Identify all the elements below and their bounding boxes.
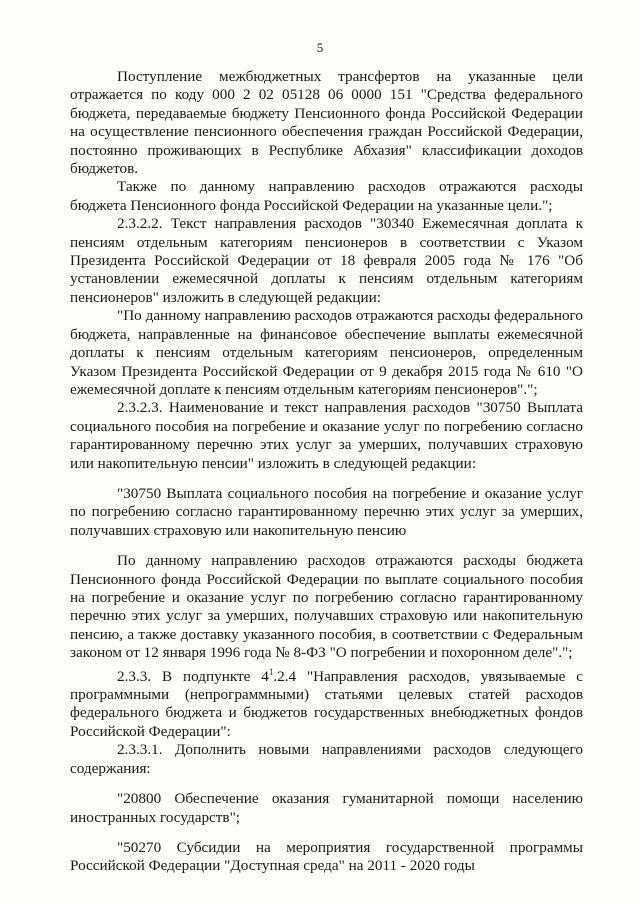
paragraph-2-3-2-2: 2.3.2.2. Текст направления расходов "30340 Ежемесячная доплата к пенсиям отдельным категориям пенсионеров в соответствии с Указом Президента Российской Федерации от 18 февраля 2005 года № 176 "Об установлении ежемесячной доплаты к пенсиям отдельным категориям пенсионеров" изложить в следующей редакции: xyxy=(70,215,583,306)
paragraph-50270: "50270 Субсидии на мероприятия государственной программы Российской Федерации "Доступная среда" на 2011 - 2020 годы xyxy=(70,838,583,875)
paragraph-30750-text: По данному направлению расходов отражаются расходы бюджета Пенсионного фонда Российской Федерации по выплате социального пособия на погребение и оказание услуг по погребению согласно гарантированному перечню этих услуг за умерших, получавших страховую или накопительную пенсию, а также доставку указанного пособия, в соответствии с Федеральным законом от 12 января 1996 года № 8-ФЗ "О погребении и похоронном деле"."; xyxy=(70,552,583,662)
paragraph-transfers-code: Поступление межбюджетных трансфертов на указанные цели отражается по коду 000 2 02 05128 06 0000 151 "Средства федерального бюджета, передаваемые бюджету Пенсионного фонда Российской Федерации на осуществление пенсионного обеспечения граждан Российской Федерации, постоянно проживающих в Республике Абхазия" классификации доходов бюджетов. xyxy=(70,68,583,178)
paragraph-2-3-3-end: .2.4 "Направления расходов, увязываемые с программными (непрограммными) статьями целевых статей расходов федерального бюджета и бюджетов государственных внебюджетных фондов Российской Федерации": xyxy=(70,667,583,740)
document-body xyxy=(70,68,583,876)
paragraph-20800: "20800 Обеспечение оказания гуманитарной помощи населению иностранных государств"; xyxy=(70,790,583,826)
paragraph-2-3-3-start: 2.3.3. В подпункте 4 xyxy=(117,667,269,685)
paragraph-2-3-3-1: 2.3.3.1. Дополнить новыми направлениями расходов следующего содержания: xyxy=(70,741,583,777)
page-number: 5 xyxy=(316,40,324,55)
paragraph-2-3-3 xyxy=(70,663,583,742)
paragraph-pension-fund-expenses: Также по данному направлению расходов отражаются расходы бюджета Пенсионного фонда Российской Федерации на указанные цели."; xyxy=(70,178,583,214)
paragraph-30750-title: "30750 Выплата социального пособия на погребение и оказание услуг по погребению согласно гарантированному перечню этих услуг за умерших, получавших страховую или накопительную пенсию xyxy=(70,484,583,539)
paragraph-2-3-2-2-new-text: "По данному направлению расходов отражаются расходы федерального бюджета, направленные на финансовое обеспечение выплаты ежемесячной доплаты к пенсиям отдельным категориям пенсионеров, определенным Указом Президента Российской Федерации от 9 декабря 2015 года № 610 "О ежемесячной доплате к пенсиям отдельным категориям пенсионеров"."; xyxy=(70,307,583,398)
superscript-number: 1 xyxy=(268,666,274,677)
paragraph-2-3-2-3: 2.3.2.3. Наименование и текст направления расходов "30750 Выплата социального пособия на погребение и оказание услуг по погребению согласно гарантированному перечню этих услуг за умерших, получавших страховую или накопительную пенсии" изложить в следующей редакции: xyxy=(70,399,583,472)
